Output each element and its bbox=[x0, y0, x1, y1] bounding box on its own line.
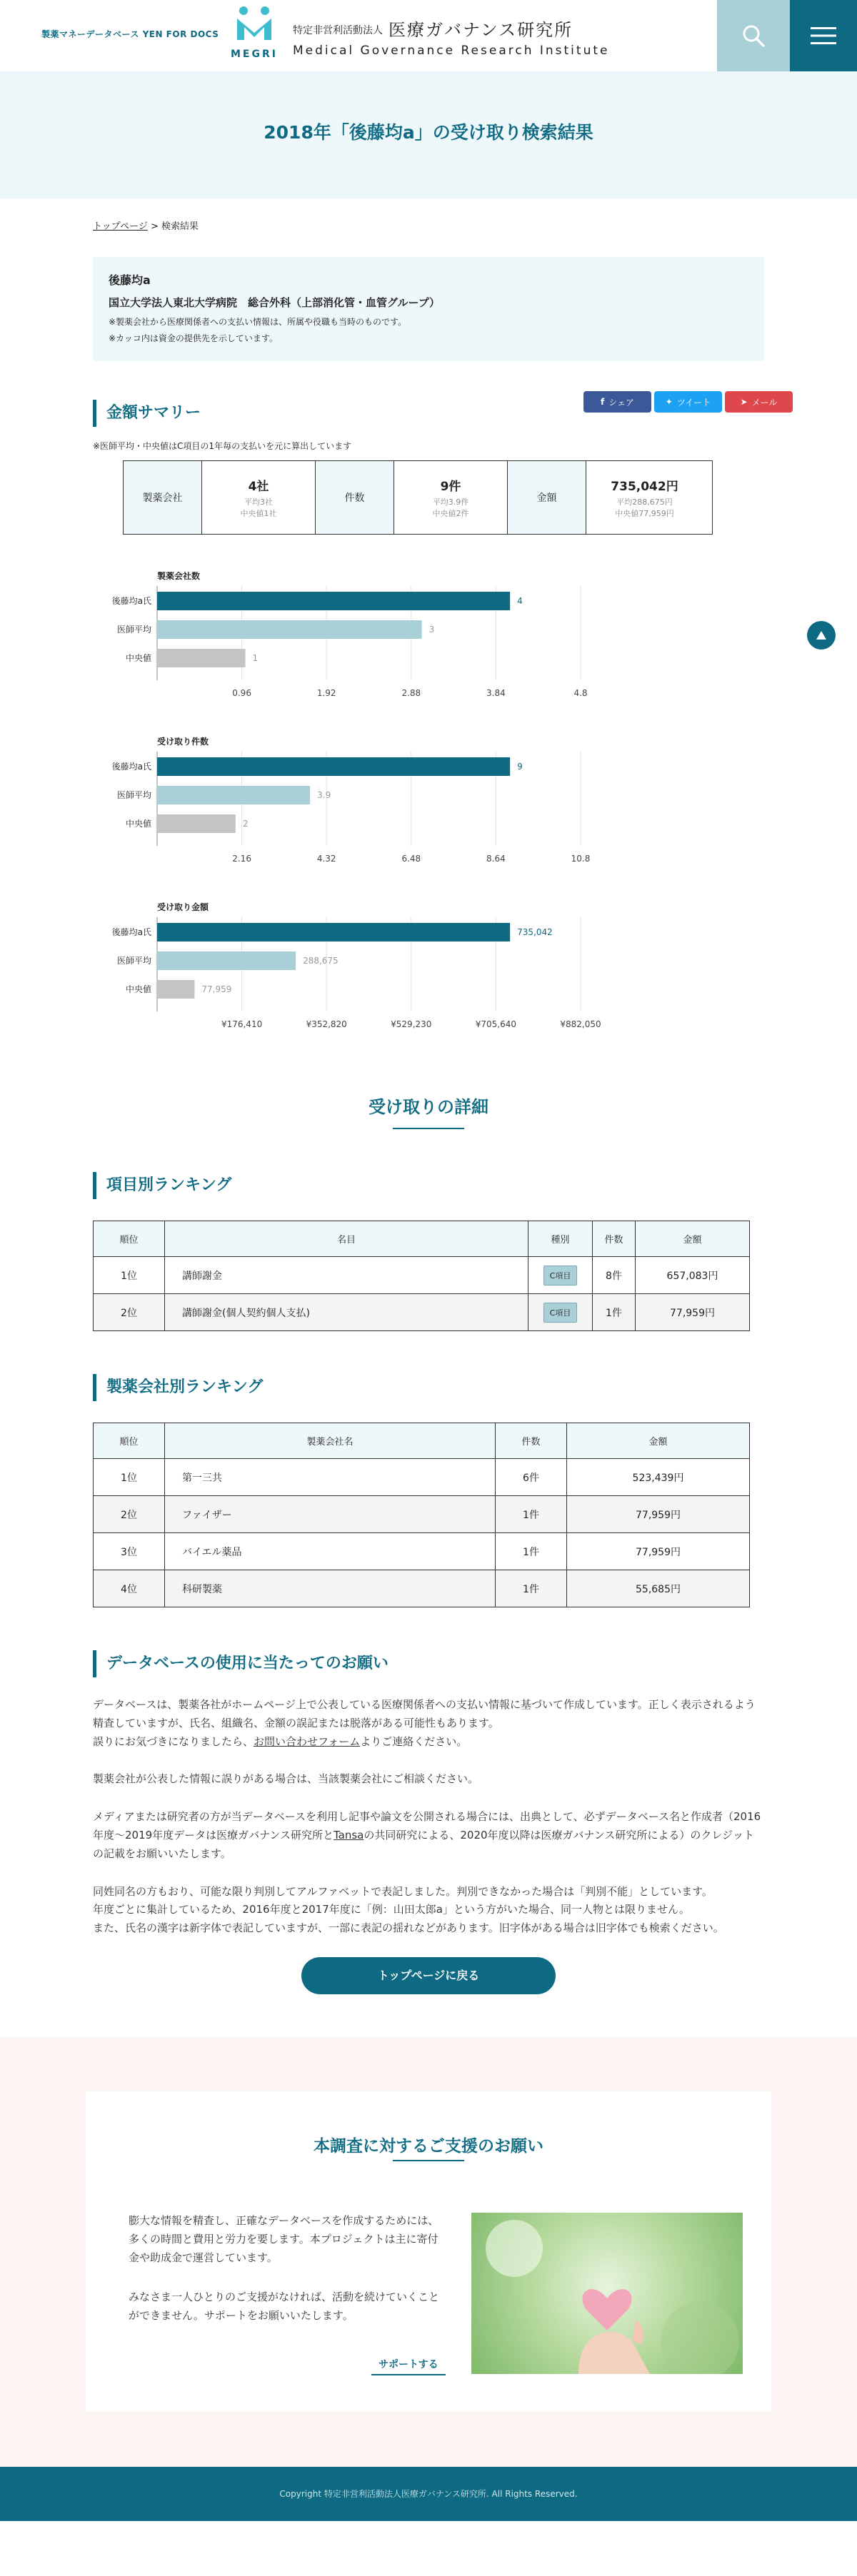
org-name-jp: 医療ガバナンス研究所 bbox=[389, 20, 573, 40]
column-header: 名目 bbox=[165, 1221, 528, 1257]
count-cell: 1件 bbox=[496, 1533, 567, 1570]
summary-table bbox=[123, 460, 713, 535]
doctor-affiliation: 国立大学法人東北大学病院 総合外科（上部消化管・血管グループ） bbox=[109, 296, 440, 309]
type-badge: C項目 bbox=[543, 1266, 578, 1286]
table-row bbox=[94, 1459, 750, 1496]
database-label[interactable]: 製薬マネーデータベース YEN FOR DOCS bbox=[41, 29, 219, 39]
companies-label-text: 製薬会社 bbox=[142, 493, 183, 504]
send-icon: ➤ bbox=[740, 397, 748, 407]
org-prefix: 特定非営利活動法人 bbox=[293, 25, 383, 36]
rank-cell: 2位 bbox=[94, 1496, 165, 1533]
rank-cell: 4位 bbox=[94, 1570, 165, 1607]
notice-text: 誤りにお気づきになりましたら、 bbox=[93, 1734, 254, 1748]
count-value-cell bbox=[394, 461, 508, 534]
doctor-profile bbox=[93, 257, 764, 361]
data-label: 4 bbox=[517, 596, 523, 606]
notice-title: データベースの使用に当たってのお願い bbox=[93, 1650, 764, 1677]
table-row bbox=[94, 1294, 750, 1331]
bar-median bbox=[157, 649, 246, 667]
count-label bbox=[316, 461, 394, 534]
page-hero bbox=[0, 71, 857, 198]
bar-median bbox=[157, 814, 236, 833]
notice-text: また、氏名の漢字は新字体で表記していますが、一部に表記の揺れなどがあります。旧字体がある場合は旧字体でも検索ください。 bbox=[93, 1921, 724, 1935]
x-tick-label: ¥529,230 bbox=[391, 1019, 432, 1029]
org-name-en: Medical Governance Research Institute bbox=[293, 44, 610, 58]
data-label: 9 bbox=[517, 762, 523, 772]
data-label: 3.9 bbox=[317, 790, 331, 800]
companies-value: 4社 bbox=[248, 480, 269, 495]
count-cell: 1件 bbox=[496, 1570, 567, 1607]
notice-paragraph: 製薬会社が公表した情報に誤りがある場合は、当該製薬会社にご相談ください。 bbox=[93, 1772, 479, 1786]
rank-cell: 2位 bbox=[94, 1294, 165, 1331]
detail-title: 受け取りの詳細 bbox=[369, 1097, 488, 1117]
doctor-name: 後藤均a bbox=[109, 273, 151, 287]
amount-cell: 77,959円 bbox=[567, 1496, 750, 1533]
twitter-share-button[interactable] bbox=[654, 391, 722, 413]
support-title: 本調査に対するご支援のお願い bbox=[314, 2136, 543, 2156]
rank-cell: 1位 bbox=[94, 1257, 165, 1294]
x-tick-label: 6.48 bbox=[401, 854, 421, 864]
category-label: 後藤均a氏 bbox=[111, 596, 151, 606]
count-cell: 1件 bbox=[496, 1496, 567, 1533]
logo-text: MEGRI bbox=[231, 49, 278, 60]
support-card bbox=[86, 2091, 771, 2411]
amount-average: 平均288,675円 bbox=[616, 497, 673, 507]
twitter-icon: ✦ bbox=[665, 397, 673, 407]
summary-charts bbox=[93, 572, 764, 1057]
bar-median bbox=[157, 980, 194, 999]
chart-title: 受け取り金額 bbox=[157, 902, 209, 912]
count-cell: 6件 bbox=[496, 1459, 567, 1496]
data-label: 1 bbox=[252, 653, 259, 663]
amount-cell: 523,439円 bbox=[567, 1459, 750, 1496]
count-median: 中央値2件 bbox=[432, 508, 469, 518]
support-paragraph: みなさま一人ひとりのご支援がなければ、活動を続けていくことができません。サポートをお願いいたします。 bbox=[129, 2290, 440, 2322]
x-tick-label: 4.8 bbox=[573, 688, 588, 698]
bar-average bbox=[157, 620, 422, 639]
facebook-share-button[interactable] bbox=[583, 391, 651, 413]
bar-doctor bbox=[157, 757, 510, 776]
mail-share-button[interactable] bbox=[725, 391, 793, 413]
breadcrumb-separator: > bbox=[147, 221, 162, 232]
support-paragraph: 膨大な情報を精査し、正確なデータベースを作成するためには、多くの時間と費用と労力を要します。本プロジェクトは主に寄付金や助成金で運営しています。 bbox=[129, 2213, 439, 2265]
category-label: 中央値 bbox=[125, 984, 151, 994]
breadcrumb bbox=[93, 218, 764, 233]
search-button[interactable] bbox=[717, 0, 790, 71]
category-label: 医師平均 bbox=[116, 625, 151, 635]
bar-doctor bbox=[157, 923, 510, 941]
chart-title: 製薬会社数 bbox=[157, 572, 201, 581]
column-header: 金額 bbox=[567, 1423, 750, 1459]
data-label: 735,042 bbox=[517, 927, 553, 937]
amount-median: 中央値77,959円 bbox=[615, 508, 674, 518]
x-tick-label: 1.92 bbox=[316, 688, 336, 698]
companies-average: 平均3社 bbox=[244, 497, 273, 507]
support-image bbox=[471, 2213, 743, 2374]
x-tick-label: ¥176,410 bbox=[221, 1019, 263, 1029]
bar-average bbox=[157, 951, 296, 970]
hamburger-icon bbox=[811, 26, 836, 46]
breadcrumb-top-link[interactable]: トップページ bbox=[93, 221, 148, 232]
column-header: 順位 bbox=[94, 1423, 165, 1459]
notice-paragraph bbox=[93, 1696, 764, 1751]
search-icon bbox=[741, 24, 766, 48]
x-tick-label: 0.96 bbox=[232, 688, 251, 698]
table-row bbox=[94, 1533, 750, 1570]
amount-cell: 77,959円 bbox=[636, 1294, 750, 1331]
amount-value: 735,042円 bbox=[611, 480, 678, 495]
notice-paragraph bbox=[93, 1808, 764, 1863]
breadcrumb-current: 検索結果 bbox=[161, 221, 199, 232]
amount-cell: 55,685円 bbox=[567, 1570, 750, 1607]
notice-text: 年度ごとに集計しているため、2016年度と2017年度に「例：山田太郎a」という方がいた場合、同一人物とは限りません。 bbox=[93, 1903, 690, 1916]
facebook-icon: f bbox=[601, 397, 605, 407]
notice-text: データベースは、製薬各社がホームページ上で公表している医療関係者への支払い情報に基づいて作成しています。正しく表示されるよう精査していますが、氏名、組織名、金額の誤記または脱落がある可能性もあります。 bbox=[93, 1698, 756, 1729]
count-label-text: 件数 bbox=[344, 493, 365, 504]
scroll-to-top-button[interactable] bbox=[807, 621, 836, 650]
share-buttons bbox=[583, 391, 793, 413]
rank-cell: 3位 bbox=[94, 1533, 165, 1570]
bar-doctor bbox=[157, 592, 510, 610]
x-tick-label: 2.16 bbox=[232, 854, 251, 864]
x-tick-label: 3.84 bbox=[486, 688, 506, 698]
amount-value-cell bbox=[586, 461, 703, 534]
arrow-up-icon bbox=[816, 630, 827, 640]
detail-title-underline bbox=[393, 1128, 464, 1129]
facebook-share-label: シェア bbox=[608, 397, 634, 408]
type-badge: C項目 bbox=[543, 1303, 578, 1323]
x-tick-label: 10.8 bbox=[571, 854, 591, 864]
chart-title: 受け取り件数 bbox=[157, 737, 209, 747]
notice-body bbox=[93, 1696, 764, 1938]
amount-cell: 657,083円 bbox=[636, 1257, 750, 1294]
count-cell: 8件 bbox=[593, 1257, 636, 1294]
notice-text: メディアまたは研究者の方が当データベースを利用し記事や論文を公開される場合には、出典として、必ずデータベース名と作成者（2016年度〜2019年度データは医療ガバナンス研究所と bbox=[93, 1810, 761, 1842]
category-label: 後藤均a氏 bbox=[111, 927, 151, 937]
support-link[interactable]: サポートする bbox=[371, 2357, 446, 2375]
x-tick-label: 8.64 bbox=[486, 854, 506, 864]
x-tick-label: ¥705,640 bbox=[475, 1019, 517, 1029]
twitter-share-label: ツイート bbox=[676, 397, 711, 408]
column-header: 順位 bbox=[94, 1221, 165, 1257]
table-row bbox=[94, 1570, 750, 1607]
bar-charts-svg bbox=[93, 572, 764, 1057]
summary-header bbox=[93, 391, 778, 427]
amount-label-text: 金額 bbox=[536, 493, 557, 504]
company-ranking-table bbox=[93, 1423, 750, 1607]
profile-note: ※製薬会社から医療関係者への支払い情報は、所属や役職も当時のものです。 bbox=[109, 317, 407, 327]
item-name-cell: 講師謝金 bbox=[165, 1257, 528, 1294]
logo-mark-icon bbox=[233, 4, 276, 46]
count-average: 平均3.9件 bbox=[432, 497, 469, 507]
contact-form-link[interactable]: お問い合わせフォーム bbox=[254, 1734, 361, 1748]
summary-note: ※医師平均・中央値はC項目の1年毎の支払いを元に算出しています bbox=[93, 441, 352, 451]
mail-share-label: メール bbox=[751, 397, 778, 408]
organization-name bbox=[293, 16, 609, 58]
support-section bbox=[0, 2037, 857, 2467]
support-title-underline bbox=[393, 2160, 464, 2161]
amount-label bbox=[508, 461, 586, 534]
column-header: 件数 bbox=[593, 1221, 636, 1257]
bar-average bbox=[157, 786, 310, 804]
company-name-cell: バイエル薬品 bbox=[165, 1533, 496, 1570]
company-ranking-title: 製薬会社別ランキング bbox=[93, 1374, 764, 1401]
column-header: 件数 bbox=[496, 1423, 567, 1459]
site-header bbox=[0, 0, 857, 71]
column-header: 製薬会社名 bbox=[165, 1423, 496, 1459]
column-header: 金額 bbox=[636, 1221, 750, 1257]
category-label: 医師平均 bbox=[116, 790, 151, 800]
category-label: 中央値 bbox=[125, 653, 151, 663]
company-name-cell: ファイザー bbox=[165, 1496, 496, 1533]
notice-text: 同姓同名の方もおり、可能な限り判別してアルファベットで表記しました。判別できなかった場合は「判別不能」としています。 bbox=[93, 1884, 713, 1898]
item-name-cell: 講師謝金(個人契約個人支払) bbox=[165, 1294, 528, 1331]
count-value: 9件 bbox=[440, 480, 461, 495]
notice-paragraph bbox=[93, 1883, 764, 1938]
category-label: 中央値 bbox=[125, 819, 151, 829]
support-text bbox=[129, 2211, 443, 2345]
company-name-cell: 科研製薬 bbox=[165, 1570, 496, 1607]
x-tick-label: ¥882,050 bbox=[560, 1019, 601, 1029]
companies-median: 中央値1社 bbox=[240, 508, 277, 518]
category-label: 後藤均a氏 bbox=[111, 762, 151, 772]
x-tick-label: ¥352,820 bbox=[306, 1019, 347, 1029]
count-cell: 1件 bbox=[593, 1294, 636, 1331]
company-name-cell: 第一三共 bbox=[165, 1459, 496, 1496]
companies-label bbox=[124, 461, 202, 534]
hand-holding-heart-image bbox=[471, 2213, 743, 2374]
rank-cell: 1位 bbox=[94, 1459, 165, 1496]
type-cell bbox=[528, 1294, 593, 1331]
type-cell bbox=[528, 1257, 593, 1294]
data-label: 3 bbox=[428, 625, 435, 635]
site-footer bbox=[0, 2467, 857, 2521]
profile-note: ※カッコ内は資金の提供先を示しています。 bbox=[109, 333, 278, 343]
category-label: 医師平均 bbox=[116, 956, 151, 966]
tansa-link[interactable]: Tansa bbox=[333, 1828, 364, 1842]
data-label: 288,675 bbox=[303, 956, 339, 966]
copyright: Copyright 特定非営利活動法人医療ガバナンス研究所. All Rights Reserved. bbox=[279, 2488, 578, 2499]
amount-cell: 77,959円 bbox=[567, 1533, 750, 1570]
item-ranking-title: 項目別ランキング bbox=[93, 1172, 764, 1199]
page-title: 2018年「後藤均a」の受け取り検索結果 bbox=[264, 122, 593, 143]
x-tick-label: 4.32 bbox=[316, 854, 336, 864]
main-content bbox=[93, 218, 778, 1994]
table-row bbox=[94, 1257, 750, 1294]
x-tick-label: 2.88 bbox=[401, 688, 421, 698]
data-label: 77,959 bbox=[201, 984, 232, 994]
notice-text: の共同研究による、2020年度以降は医療ガバナンス研究所による）のクレジットの記載をお願いいたします。 bbox=[93, 1828, 754, 1860]
summary-title: 金額サマリー bbox=[93, 400, 201, 427]
column-header: 種別 bbox=[528, 1221, 593, 1257]
table-row bbox=[94, 1496, 750, 1533]
site-logo[interactable] bbox=[230, 4, 279, 60]
menu-button[interactable] bbox=[790, 0, 857, 71]
data-label: 2 bbox=[242, 819, 249, 829]
back-to-top-page-button[interactable]: トップページに戻る bbox=[301, 1957, 556, 1994]
notice-text: よりご連絡ください。 bbox=[360, 1734, 468, 1748]
item-ranking-table bbox=[93, 1221, 750, 1331]
companies-value-cell bbox=[202, 461, 316, 534]
